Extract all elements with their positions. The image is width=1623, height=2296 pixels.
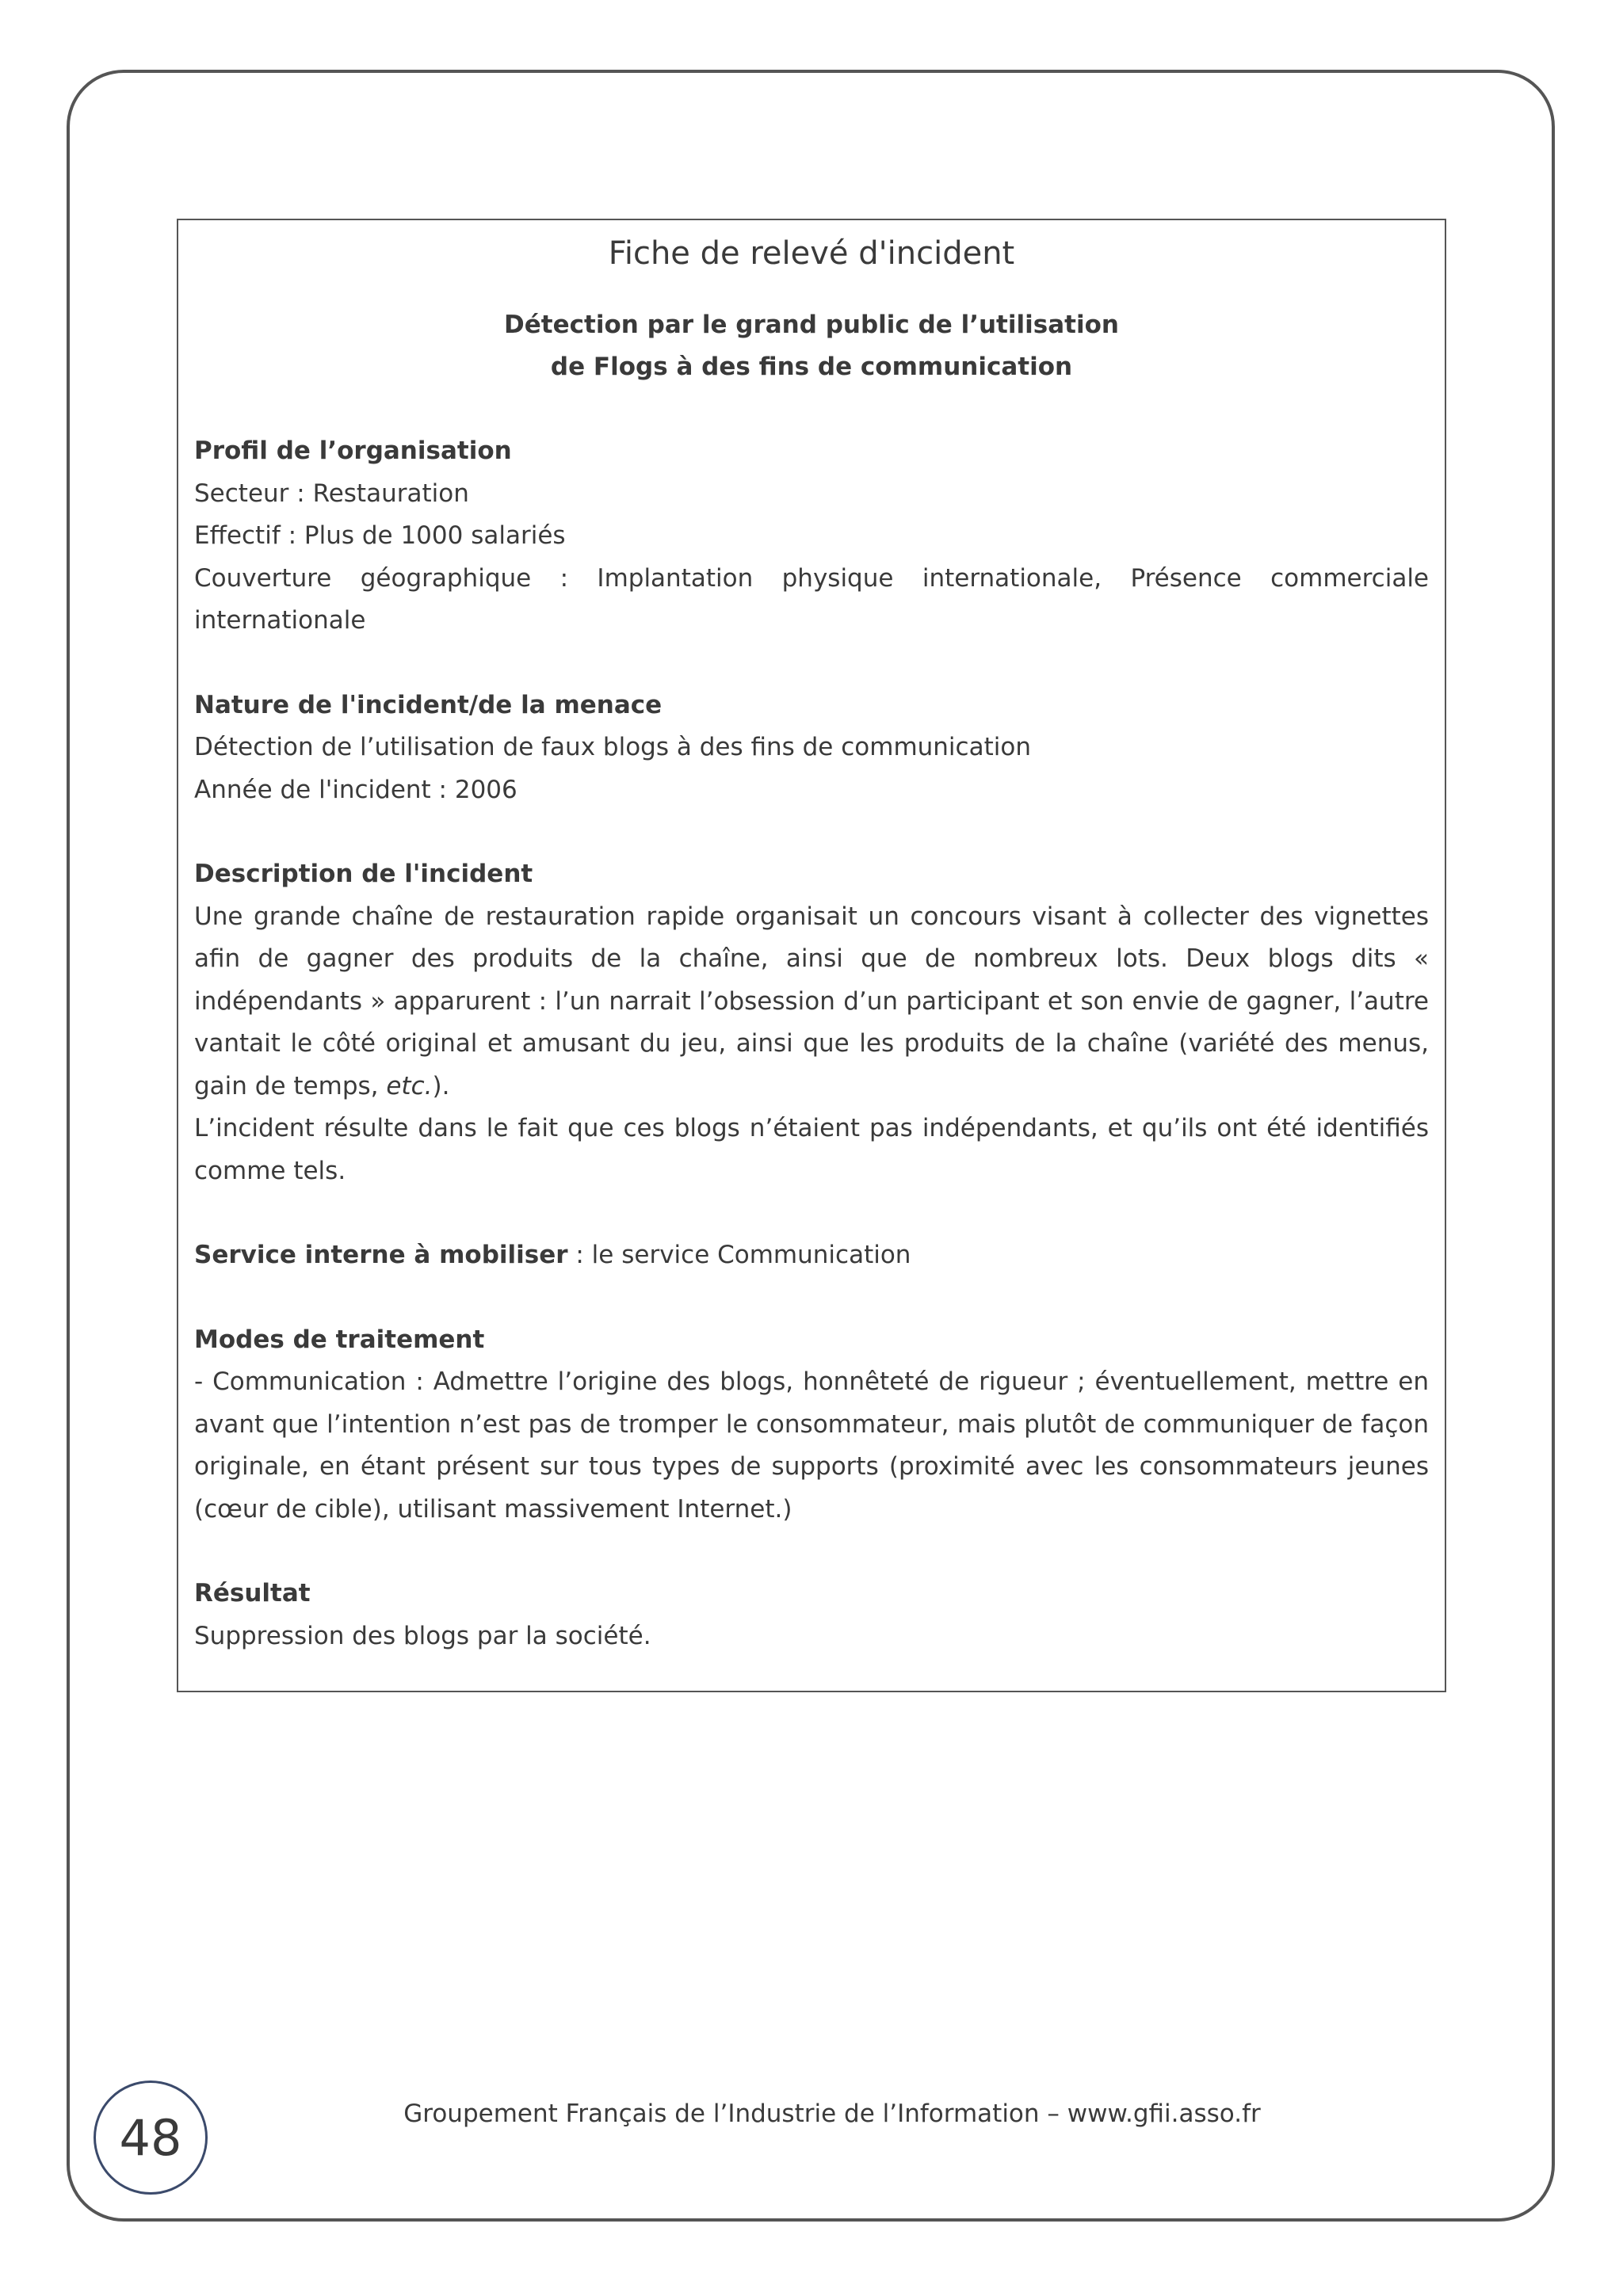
description-paragraph-2: L’incident résulte dans le fait que ces blogs n’étaient pas indépendants, et qu’ils ont été identifiés comme tels. bbox=[194, 1114, 1429, 1185]
profile-heading: Profil de l’organisation bbox=[194, 437, 512, 465]
nature-detail: Détection de l’utilisation de faux blogs à des fins de communication bbox=[194, 733, 1031, 761]
section-description bbox=[194, 853, 1429, 1192]
nature-heading: Nature de l'incident/de la menace bbox=[194, 690, 663, 719]
result-text: Suppression des blogs par la société. bbox=[194, 1621, 651, 1650]
treatment-heading: Modes de traitement bbox=[194, 1325, 485, 1354]
profile-coverage: Couverture géographique : Implantation physique internationale, Présence commerciale internationale bbox=[194, 563, 1429, 635]
service-line bbox=[194, 1234, 1429, 1277]
profile-staff: Effectif : Plus de 1000 salariés bbox=[194, 521, 566, 550]
service-heading: Service interne à mobiliser bbox=[194, 1241, 568, 1269]
section-nature bbox=[194, 685, 1429, 812]
profile-sector: Secteur : Restauration bbox=[194, 479, 469, 508]
incident-sheet bbox=[177, 219, 1446, 1692]
section-service bbox=[194, 1234, 1429, 1277]
description-paragraph-1-italic: etc. bbox=[386, 1071, 433, 1100]
description-heading: Description de l'incident bbox=[194, 860, 533, 888]
subtitle-line-2: de Flogs à des fins de communication bbox=[550, 353, 1073, 381]
footer-text: Groupement Français de l’Industrie de l’Information – www.gfii.asso.fr bbox=[403, 2100, 1261, 2128]
section-result bbox=[194, 1573, 1429, 1657]
description-paragraph-1-text: Une grande chaîne de restauration rapide organisait un concours visant à collecter des vignettes afin de gagner des produits de la chaîne, ainsi que de nombreux lots. Deux blogs dits « indépendants » apparurent : l’un narrait l’obsession d’un participant et son envie de gagner, l’autre vantait le côté original et amusant du jeu, ainsi que les produits de la chaîne (variété des menus, gain de temps, bbox=[194, 902, 1429, 1100]
section-profile bbox=[194, 430, 1429, 643]
section-treatment bbox=[194, 1319, 1429, 1531]
page-number: 48 bbox=[94, 2081, 208, 2195]
service-value: : le service Communication bbox=[567, 1241, 911, 1269]
subtitle-line-1: Détection par le grand public de l’utilisation bbox=[504, 311, 1119, 339]
nature-year: Année de l'incident : 2006 bbox=[194, 775, 517, 804]
description-paragraph-1 bbox=[194, 896, 1429, 1108]
treatment-text: - Communication : Admettre l’origine des blogs, honnêteté de rigueur ; éventuellement, mettre en avant que l’intention n’est pas de tromper le consommateur, mais plutôt de communiquer de façon originale, en étant présent sur tous types de supports (proximité avec les consommateurs jeunes (cœur de cible), utilisant massivement Internet.) bbox=[194, 1367, 1429, 1524]
description-paragraph-1-end: ). bbox=[432, 1071, 450, 1100]
result-heading: Résultat bbox=[194, 1579, 311, 1608]
document-subtitle bbox=[194, 304, 1429, 388]
document-title: Fiche de relevé d'incident bbox=[608, 235, 1015, 272]
